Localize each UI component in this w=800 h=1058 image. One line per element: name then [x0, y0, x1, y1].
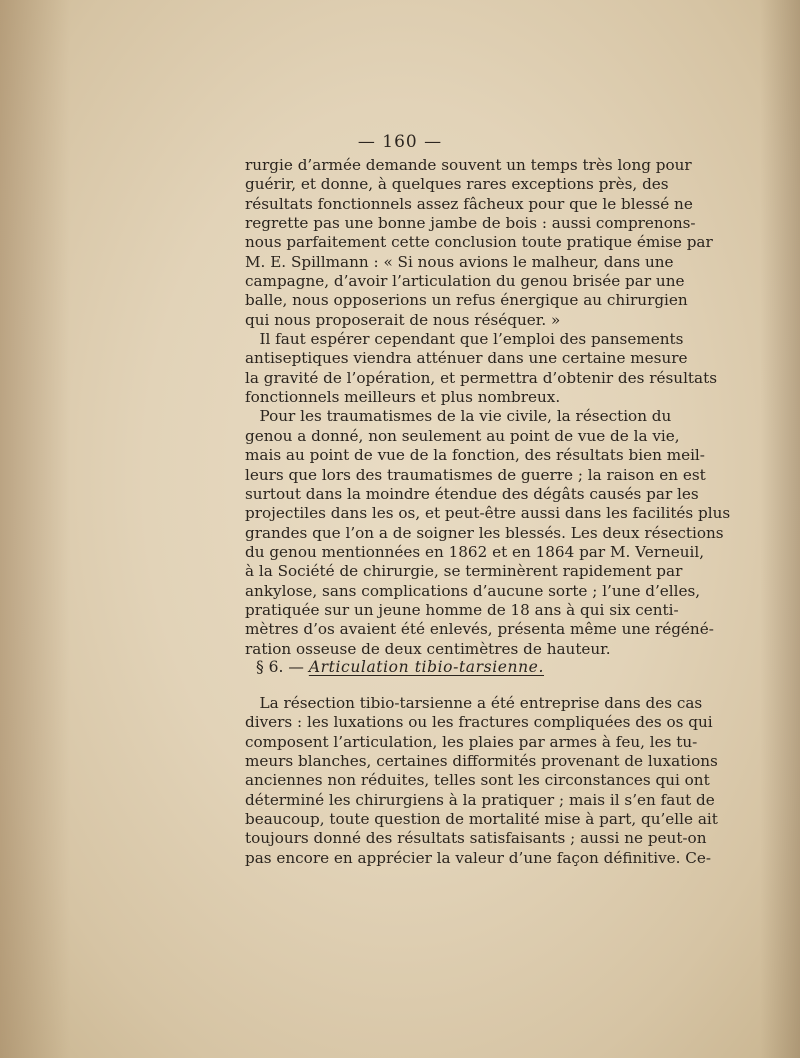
text-line: surtout dans la moindre étendue des dégâts causés par les: [245, 484, 699, 503]
text-line: regrette pas une bonne jambe de bois : aussi comprenons-: [245, 214, 696, 233]
text-line: campagne, d’avoir l’articulation du genou brisée par une: [245, 272, 685, 291]
page-number: — 160 —: [357, 132, 443, 152]
text-line: mais au point de vue de la fonction, des résultats bien meil-: [245, 446, 705, 465]
text-line: résultats fonctionnels assez fâcheux pour que le blessé ne: [245, 194, 693, 213]
section-number: § 6. —: [256, 658, 304, 676]
text-line: mètres d’os avaient été enlevés, présenta même une régéné-: [245, 620, 714, 639]
text-line: à la Société de chirurgie, se terminèrent rapidement par: [245, 562, 683, 581]
text-line: beaucoup, toute question de mortalité mise à part, qu’elle ait: [245, 810, 718, 829]
text-line: divers : les luxations ou les fractures compliquées des os qui: [245, 713, 713, 732]
text-line: déterminé les chirurgiens à la pratiquer ; mais il s’en faut de: [245, 790, 715, 809]
text-line: genou a donné, non seulement au point de vue de la vie,: [245, 426, 680, 445]
text-line: meurs blanches, certaines difformités provenant de luxations: [245, 752, 718, 771]
body-text-lower: [245, 694, 718, 868]
text-line: M. E. Spillmann : « Si nous avions le malheur, dans une: [245, 252, 674, 271]
text-line: toujours donné des résultats satisfaisants ; aussi ne peut-on: [245, 829, 707, 848]
text-line: ration osseuse de deux centimètres de hauteur.: [245, 639, 611, 658]
text-line: la gravité de l’opération, et permettra d’obtenir des résultats: [245, 368, 717, 387]
text-line: leurs que lors des traumatismes de guerre ; la raison en est: [245, 465, 706, 484]
text-line: grandes que l’on a de soigner les blessés. Les deux résections: [245, 523, 724, 542]
text-line: rurgie d’armée demande souvent un temps très long pour: [245, 156, 692, 174]
text-line: anciennes non réduites, telles sont les circonstances qui ont: [245, 771, 710, 790]
text-line: La résection tibio-tarsienne a été entreprise dans des cas: [245, 694, 703, 712]
text-line: fonctionnels meilleurs et plus nombreux.: [245, 388, 561, 407]
text-line: balle, nous opposerions un refus énergique au chirurgien: [245, 291, 688, 310]
text-line: antiseptiques viendra atténuer dans une certaine mesure: [245, 349, 688, 368]
body-text-upper: [245, 156, 731, 659]
text-line: Pour les traumatismes de la vie civile, la résection du: [245, 407, 672, 426]
text-line: Il faut espérer cependant que l’emploi des pansements: [245, 330, 684, 349]
text-line: nous parfaitement cette conclusion toute pratique émise par: [245, 233, 713, 252]
section-heading: [0, 658, 800, 676]
section-title: Articulation tibio-tarsienne.: [308, 658, 544, 676]
text-line: composent l’articulation, les plaies par armes à feu, les tu-: [245, 732, 698, 751]
text-line: pas encore en apprécier la valeur d’une façon définitive. Ce-: [245, 848, 712, 867]
text-line: pratiquée sur un jeune homme de 18 ans à qui six centi-: [245, 600, 679, 619]
text-line: projectiles dans les os, et peut-être aussi dans les facilités plus: [245, 504, 731, 523]
text-line: du genou mentionnées en 1862 et en 1864 par M. Verneuil,: [245, 542, 705, 561]
text-line: qui nous proposerait de nous réséquer. »: [245, 310, 561, 329]
text-line: ankylose, sans complications d’aucune sorte ; l’une d’elles,: [245, 581, 701, 600]
text-line: guérir, et donne, à quelques rares exceptions près, des: [245, 175, 669, 194]
